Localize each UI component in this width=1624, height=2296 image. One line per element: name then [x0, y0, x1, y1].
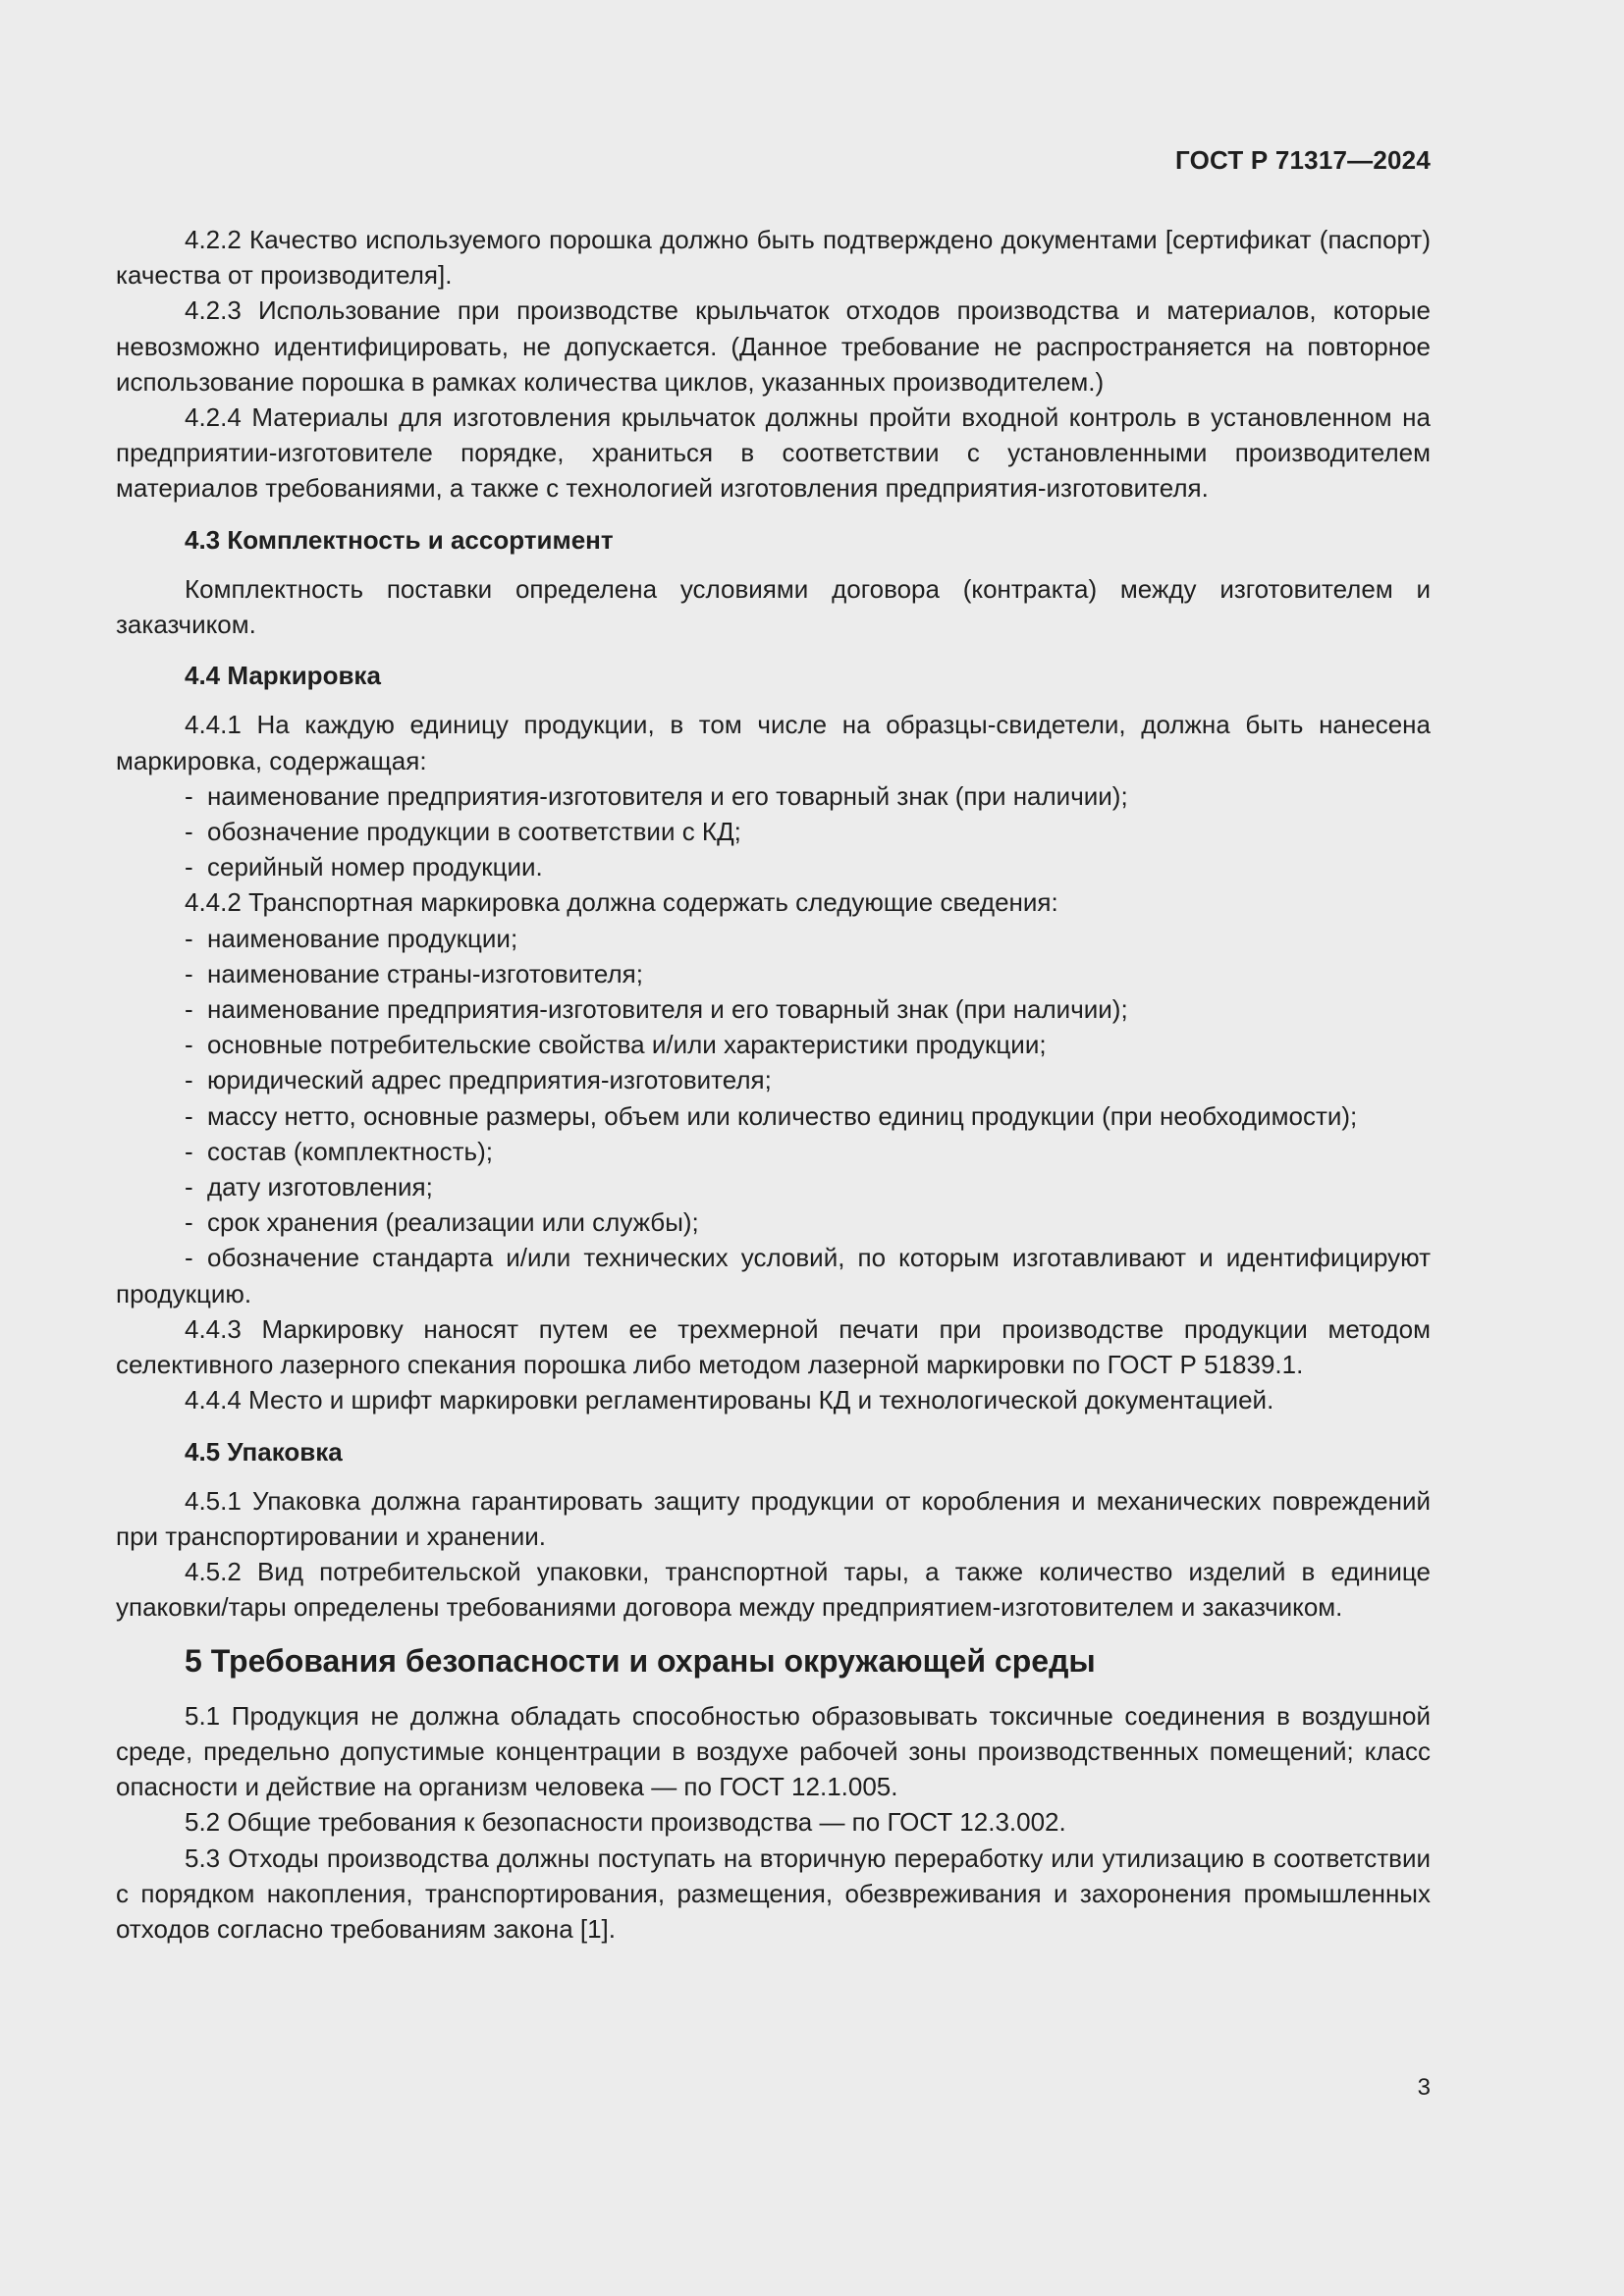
section-heading-4-3: 4.3 Комплектность и ассортимент	[185, 524, 614, 555]
section-heading-4-4: 4.4 Маркировка	[185, 661, 381, 691]
list-dash: -	[185, 1172, 193, 1202]
list-item	[116, 814, 1431, 849]
clause-4-2-2: 4.2.2 Качество используемого порошка должно быть подтверждено документами [сертификат (паспорт) качества от производителя].	[116, 225, 1431, 291]
clause-4-4-3: 4.4.3 Маркировку наносят путем ее трехмерной печати при производстве продукции методом селективного лазерного спекания порошка либо методом лазерной маркировки по ГОСТ Р 51839.1.	[116, 1313, 1431, 1380]
list-item	[116, 1169, 1431, 1204]
list-item	[116, 1027, 1431, 1062]
clause-5-1: 5.1 Продукция не должна обладать способностью образовывать токсичные соединения в воздушной среде, предельно допустимые концентрации в воздухе рабочей зоны производственных помещений; класс опасности и действие на организм человека — по ГОСТ 12.1.005.	[116, 1700, 1431, 1802]
clause-5-2: 5.2 Общие требования к безопасности производства — по ГОСТ 12.3.002.	[185, 1807, 1066, 1838]
document-body	[116, 222, 1431, 1947]
clause-4-4-2: 4.4.2 Транспортная маркировка должна содержать следующие сведения:	[185, 887, 1058, 918]
list-dash: -	[185, 1243, 193, 1273]
list-item	[116, 849, 1431, 884]
clause-4-2-3: 4.2.3 Использование при производстве крыльчаток отходов производства и материалов, которые невозможно идентифицировать, не допускается. (Данное требование не распространяется на повторное использование порошка в рамках количества циклов, указанных производителем.)	[116, 295, 1431, 397]
list-item-text: обозначение продукции в соответствии с КД;	[207, 817, 741, 847]
list-item-text: наименование предприятия-изготовителя и его товарный знак (при наличии);	[207, 994, 1128, 1025]
list-dash: -	[185, 1207, 193, 1238]
list-item-text: наименование предприятия-изготовителя и его товарный знак (при наличии);	[207, 780, 1128, 811]
list-item	[116, 1204, 1431, 1240]
clause-5-3: 5.3 Отходы производства должны поступать на вторичную переработку или утилизацию в соответствии с порядком накопления, транспортирования, размещения, обезвреживания и захоронения промышленных отходов согласно требованиям закона [1].	[116, 1842, 1431, 1944]
clause-4-5-1: 4.5.1 Упаковка должна гарантировать защиту продукции от коробления и механических повреждений при транспортировании и хранении.	[116, 1485, 1431, 1551]
standard-id-header: ГОСТ Р 71317—2024	[1175, 145, 1431, 175]
list-item	[116, 991, 1431, 1027]
list-dash: -	[185, 1136, 193, 1166]
list-item	[116, 1098, 1431, 1134]
list-item-text: дату изготовления;	[207, 1172, 433, 1202]
list-item	[116, 778, 1431, 814]
clause-4-3-text: Комплектность поставки определена условиями договора (контракта) между изготовителем и заказчиком.	[116, 573, 1431, 640]
list-item	[116, 1062, 1431, 1097]
list-dash: -	[185, 817, 193, 847]
clause-4-4-1: 4.4.1 На каждую единицу продукции, в том числе на образцы-свидетели, должна быть нанесена маркировка, содержащая:	[116, 710, 1431, 775]
page-number: 3	[1417, 2074, 1431, 2101]
list-item-text: наименование страны-изготовителя;	[207, 958, 643, 988]
list-dash: -	[185, 852, 193, 882]
list-dash: -	[185, 1100, 193, 1131]
section-heading-5: 5 Требования безопасности и охраны окружающей среды	[185, 1642, 1096, 1679]
list-item-text: серийный номер продукции.	[207, 852, 543, 882]
list-item	[116, 956, 1431, 991]
list-dash: -	[185, 1065, 193, 1095]
list-item-text: юридический адрес предприятия-изготовителя;	[207, 1065, 772, 1095]
list-dash: -	[185, 780, 193, 811]
list-dash: -	[185, 994, 193, 1025]
list-item-text: срок хранения (реализации или службы);	[207, 1207, 699, 1238]
section-heading-4-5: 4.5 Упаковка	[185, 1436, 343, 1467]
clause-4-5-2: 4.5.2 Вид потребительской упаковки, транспортной тары, а также количество изделий в единице упаковки/тары определены требованиями договора между предприятием-изготовителем и заказчиком.	[116, 1557, 1431, 1623]
list-item-text: обозначение стандарта и/или технических условий, по которым изготавливают и идентифицируют продукцию.	[116, 1243, 1431, 1308]
list-item-text: наименование продукции;	[207, 923, 518, 953]
list-item	[116, 921, 1431, 956]
list-dash: -	[185, 958, 193, 988]
list-item-text: состав (комплектность);	[207, 1136, 493, 1166]
list-dash: -	[185, 1030, 193, 1060]
clause-4-4-4: 4.4.4 Место и шрифт маркировки регламентированы КД и технологической документацией.	[185, 1385, 1274, 1415]
clause-4-2-4: 4.2.4 Материалы для изготовления крыльчаток должны пройти входной контроль в установленном на предприятии-изготовителе порядке, храниться в соответствии с установленными производителем материалов требованиями, а также с технологией изготовления предприятия-изготовителя.	[116, 402, 1431, 504]
list-item	[116, 1134, 1431, 1169]
list-dash: -	[185, 923, 193, 953]
list-item-text: основные потребительские свойства и/или характеристики продукции;	[207, 1030, 1047, 1060]
list-item-text: массу нетто, основные размеры, объем или количество единиц продукции (при необходимости);	[207, 1100, 1358, 1131]
list-item	[116, 1240, 1431, 1310]
